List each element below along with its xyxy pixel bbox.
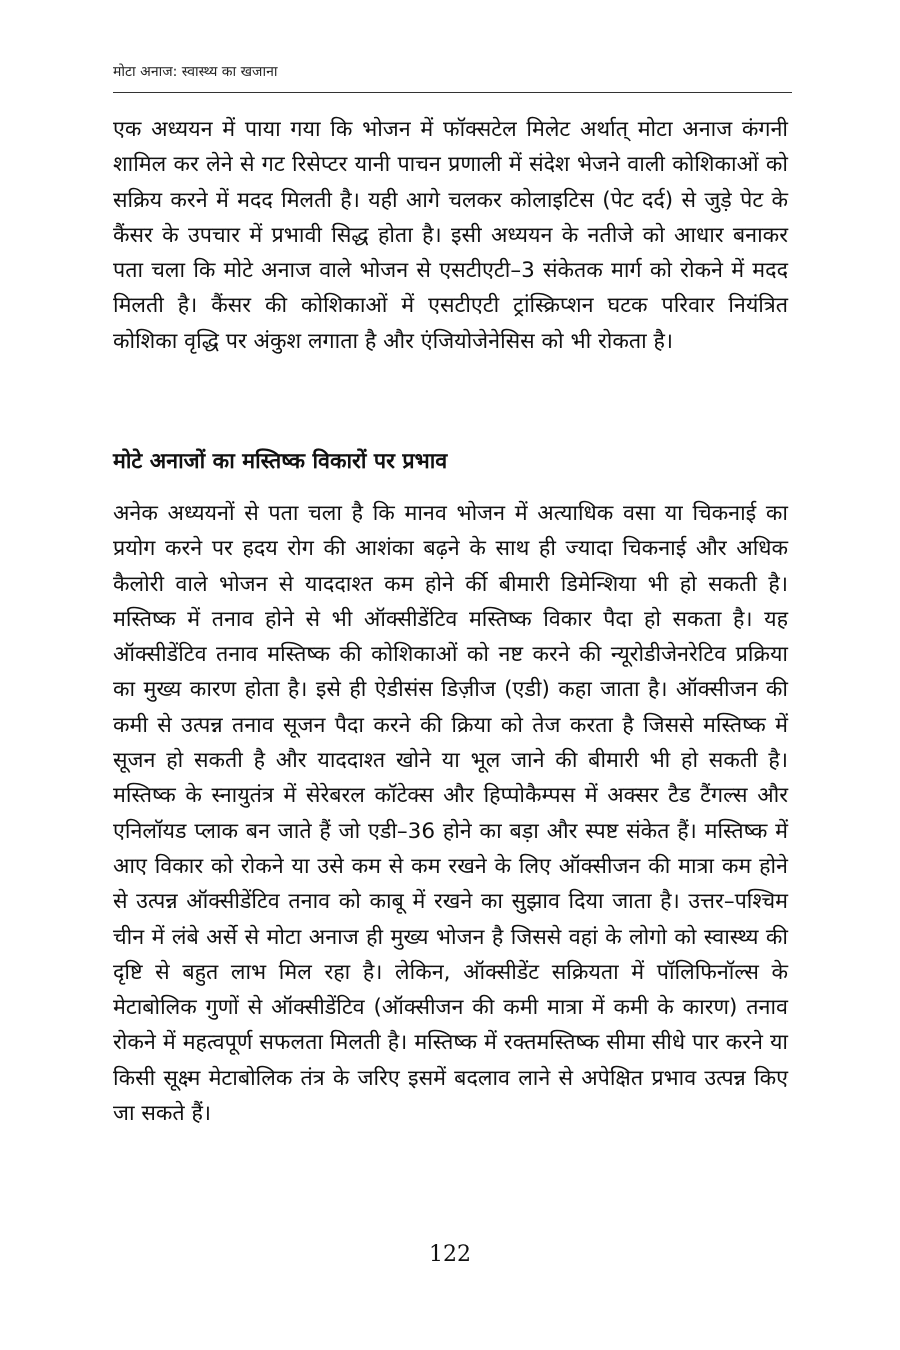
page-number: 122 (429, 1242, 471, 1267)
section-heading: मोटे अनाजों का मस्तिष्क विकारों पर प्रभाव (113, 449, 448, 474)
paragraph-2: अनेक अध्ययनों से पता चला है कि मानव भोजन में अत्याधिक वसा या चिकनाई का प्रयोग करने पर हदय रोग की आशंका बढ़ने के साथ ही ज्यादा चिकनाई और अधिक कैलोरी वाले भोजन से याददाश्त कम होने र्की बीमारी डिमेन्शिया भी हो सकती है। मस्तिष्क में तनाव होने से भी ऑक्सीडेंटिव मस्तिष्क विकार पैदा हो सकता है। यह ऑक्सीडेंटिव तनाव मस्तिष्क की कोशिकाओं को नष्ट करने की न्यूरोडीजेनरेटिव प्रक्रिया का मुख्य कारण होता है। इसे ही ऐडीसंस डिज़ीज (एडी) कहा जाता है। ऑक्सीजन की कमी से उत्पन्न तनाव सूजन पैदा करने की क्रिया को तेज करता है जिससे मस्तिष्क में सूजन हो सकती है और याददाश्त खोने या भूल जाने की बीमारी भी हो सकती है। मस्तिष्क के स्नायुतंत्र में सेरेबरल कॉटेक्स और हिप्पोकैम्पस में अक्सर टैड टैंगल्स और एनिलॉयड प्लाक बन जाते हैं जो एडी–36 होने का बड़ा और स्पष्ट संकेत हैं। मस्तिष्क में आए विकार को रोकने या उसे कम से कम रखने के लिए ऑक्सीजन की मात्रा कम होने से उत्पन्न ऑक्सीडेंटिव तनाव को काबू में रखने का सुझाव दिया जाता है। उत्तर–पश्चिम चीन में लंबे अर्से से मोटा अनाज ही मुख्य भोजन है जिससे वहां के लोगो को स्वास्थ्य की दृष्टि से बहुत लाभ मिल रहा है। लेकिन, ऑक्सीडेंट सक्रियता में पॉलिफिनॉल्स के मेटाबोलिक गुणों से ऑक्सीडेंटिव (ऑक्सीजन की कमी मात्रा में कमी के कारण) तनाव रोकने में महत्वपूर्ण सफलता मिलती है। मस्तिष्क में रक्तमस्तिष्क सीमा सीधे पार करने या किसी सूक्ष्म मेटाबोलिक तंत्र के जरिए इसमें बदलाव लाने से अपेक्षित प्रभाव उत्पन्न किए जा सकते हैं। (113, 501, 788, 1127)
header-divider (113, 92, 792, 93)
running-header: मोटा अनाज: स्वास्थ्य का खजाना (113, 64, 278, 80)
paragraph-1: एक अध्ययन में पाया गया कि भोजन में फॉक्सटेल मिलेट अर्थात् मोटा अनाज कंगनी शामिल कर लेने से गट रिसेप्टर यानी पाचन प्रणाली में संदेश भेजने वाली कोशिकाओं को सक्रिय करने में मदद मिलती है। यही आगे चलकर कोलाइटिस (पेट दर्द) से जुड़े पेट के कैंसर के उपचार में प्रभावी सिद्ध होता है। इसी अध्ययन के नतीजे को आधार बनाकर पता चला कि मोटे अनाज वाले भोजन से एसटीएटी–3 संकेतक मार्ग को रोकने में मदद मिलती है। कैंसर की कोशिकाओं में एसटीएटी ट्रांस्क्रिप्शन घटक परिवार नियंत्रित कोशिका वृद्धि पर अंकुश लगाता है और एंजियोजेनेसिस को भी रोकता है। (113, 117, 788, 354)
